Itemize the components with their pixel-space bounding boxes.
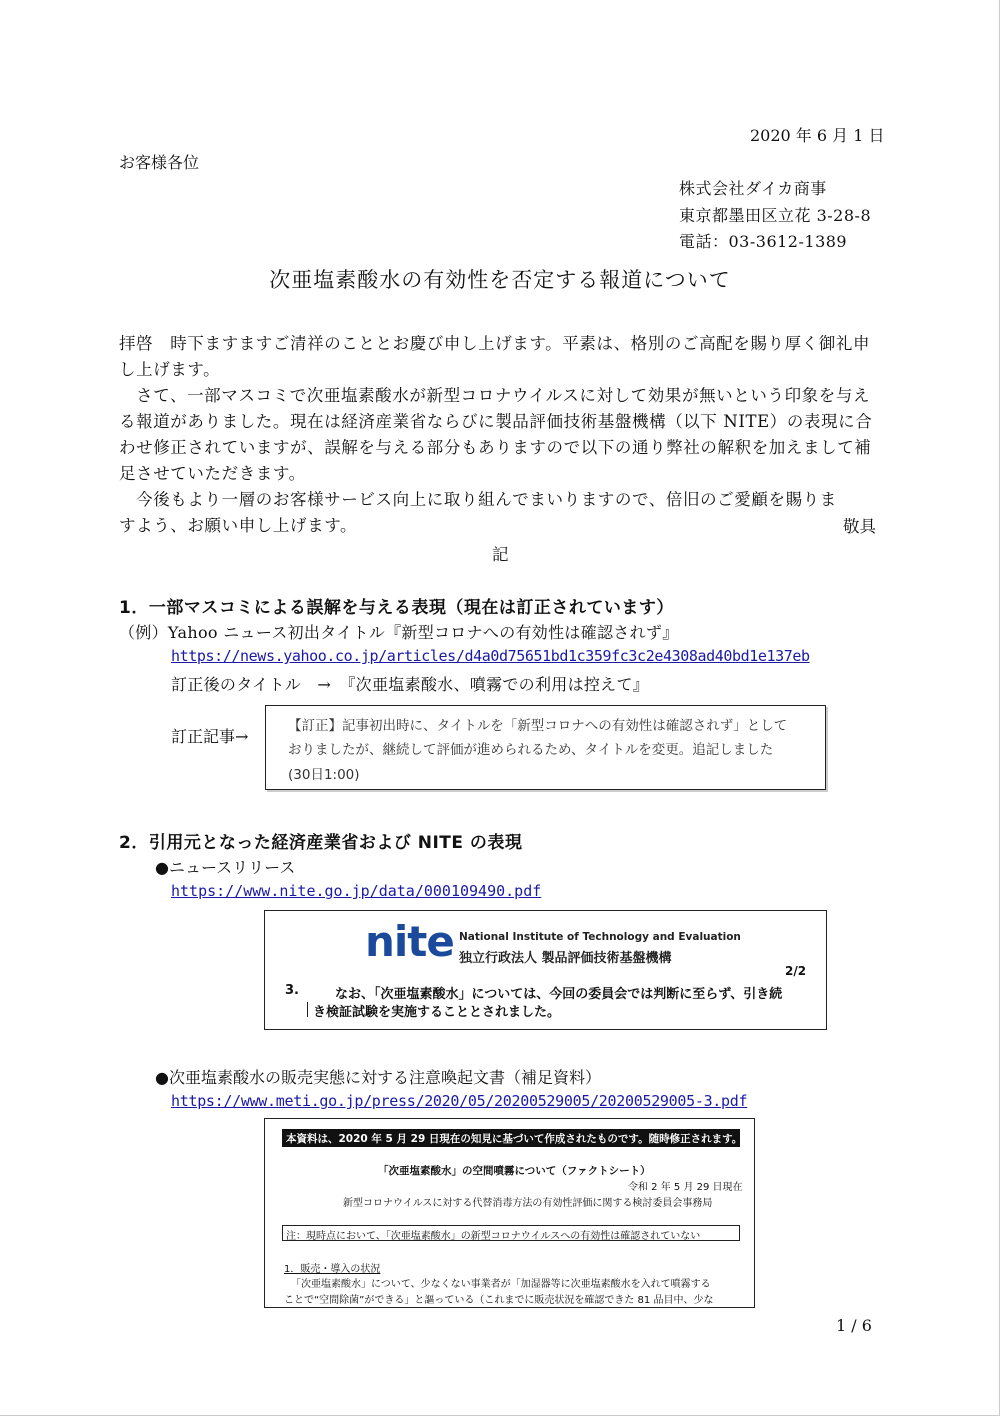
meti-note-text: 注：現時点において、「次亜塩素酸水」の新型コロナウイルスへの有効性は確認されていない — [286, 1231, 701, 1242]
correction-line-3: (30日1:00) — [288, 767, 360, 783]
nite-org-english: National Institute of Technology and Evaluation — [459, 931, 741, 943]
nite-news-release-link[interactable]: https://www.nite.go.jp/data/000109490.pdf — [171, 882, 542, 900]
correction-line-2: おりましたが、継続して評価が進められるため、タイトルを変更。追記しました — [288, 742, 774, 758]
nite-item-number: 3. — [285, 983, 299, 998]
meti-banner-text: 本資料は、2020 年 5 月 29 日現在の知見に基づいて作成されたものです。随時修正されます。 — [286, 1133, 743, 1145]
meti-body-line-2: ことで“空間除菌”ができる」と謳っている（これまでに販売状況を確認できた 81 品目中、少な — [284, 1295, 714, 1306]
sender-address: 東京都墨田区立花 3-28-8 — [679, 206, 872, 225]
meti-doc-title: 「次亜塩素酸水」の空間噴霧について（ファクトシート） — [378, 1165, 651, 1177]
meti-excerpt-box — [264, 1118, 755, 1308]
correction-article-label: 訂正記事→ — [171, 727, 249, 746]
nite-statement-line-2: き検証試験を実施することとされました。 — [313, 1005, 561, 1020]
ki-marker: 記 — [492, 545, 509, 564]
nite-excerpt-box — [264, 910, 827, 1030]
corrected-title-line: 訂正後のタイトル → 『次亜塩素酸水、噴霧での利用は控えて』 — [171, 675, 650, 694]
page-number: 1 / 6 — [836, 1316, 872, 1335]
nite-page-number: 2/2 — [785, 964, 807, 978]
document-date: 2020 年 6 月 1 日 — [750, 126, 885, 145]
page-title: 次亜塩素酸水の有効性を否定する報道について — [269, 268, 731, 292]
intro-paragraph-2: さて、一部マスコミで次亜塩素酸水が新型コロナウイルスに対して効果が無いという印象を与える報道がありました。現在は経済産業省ならびに製品評価技術基盤機構（以下 NITE）の表現に合わせ修正されていますが、誤解を与える部分もありますので以下の通り弊社の解釈を加えまして補足させていただきます。 — [119, 386, 873, 483]
nite-statement-line-1: なお、「次亜塩素酸水」については、今回の委員会では判断に至らず、引き続 — [335, 987, 783, 1002]
correction-line-1: 【訂正】記事初出時に、タイトルを「新型コロナへの有効性は確認されず」として — [288, 718, 788, 734]
intro-paragraph-3: 今後もより一層のお客様サービス向上に取り組んでまいりますので、倍旧のご愛顧を賜りますよう、お願い申し上げます。 — [119, 490, 837, 535]
yahoo-article-link[interactable]: https://news.yahoo.co.jp/articles/d4a0d75651bd1c359fc3c2e4308ad40bd1e137eb — [171, 647, 810, 665]
sender-company: 株式会社ダイカ商事 — [679, 179, 827, 198]
meti-body-line-1: 「次亜塩素酸水」について、少なくない事業者が「加湿器等に次亜塩素酸水を入れて噴霧する — [291, 1279, 711, 1290]
news-release-label: ●ニュースリリース — [155, 858, 296, 877]
nite-logo: nite — [365, 917, 454, 966]
meti-doc-date: 令和 2 年 5 月 29 日現在 — [628, 1182, 743, 1193]
section-2-heading: 2．引用元となった経済産業省および NITE の表現 — [119, 833, 523, 853]
sender-phone: 電話：03-3612-1389 — [679, 232, 848, 251]
meti-sub-heading: 1．販売・導入の状況 — [284, 1264, 381, 1275]
text-cursor — [307, 1002, 308, 1017]
meti-doc-author: 新型コロナウイルスに対する代替消毒方法の有効性評価に関する検討委員会事務局 — [343, 1198, 713, 1209]
meti-alert-link[interactable]: https://www.meti.go.jp/press/2020/05/20200529005/20200529005-3.pdf — [171, 1092, 748, 1110]
section-1-heading: 1．一部マスコミによる誤解を与える表現（現在は訂正されています） — [119, 598, 674, 618]
intro-paragraph-1: 拝啓 時下ますますご清祥のこととお慶び申し上げます。平素は、格別のご高配を賜り厚く御礼申し上げます。 — [119, 334, 871, 379]
example-line: （例）Yahoo ニュース初出タイトル『新型コロナへの有効性は確認されず』 — [119, 623, 679, 642]
closing-keigu: 敬具 — [843, 517, 876, 536]
recipient: お客様各位 — [119, 153, 200, 172]
alert-document-label: ●次亜塩素酸水の販売実態に対する注意喚起文書（補足資料） — [155, 1068, 601, 1087]
nite-org-japanese: 独立行政法人 製品評価技術基盤機構 — [459, 951, 672, 966]
correction-article-box — [265, 705, 826, 790]
